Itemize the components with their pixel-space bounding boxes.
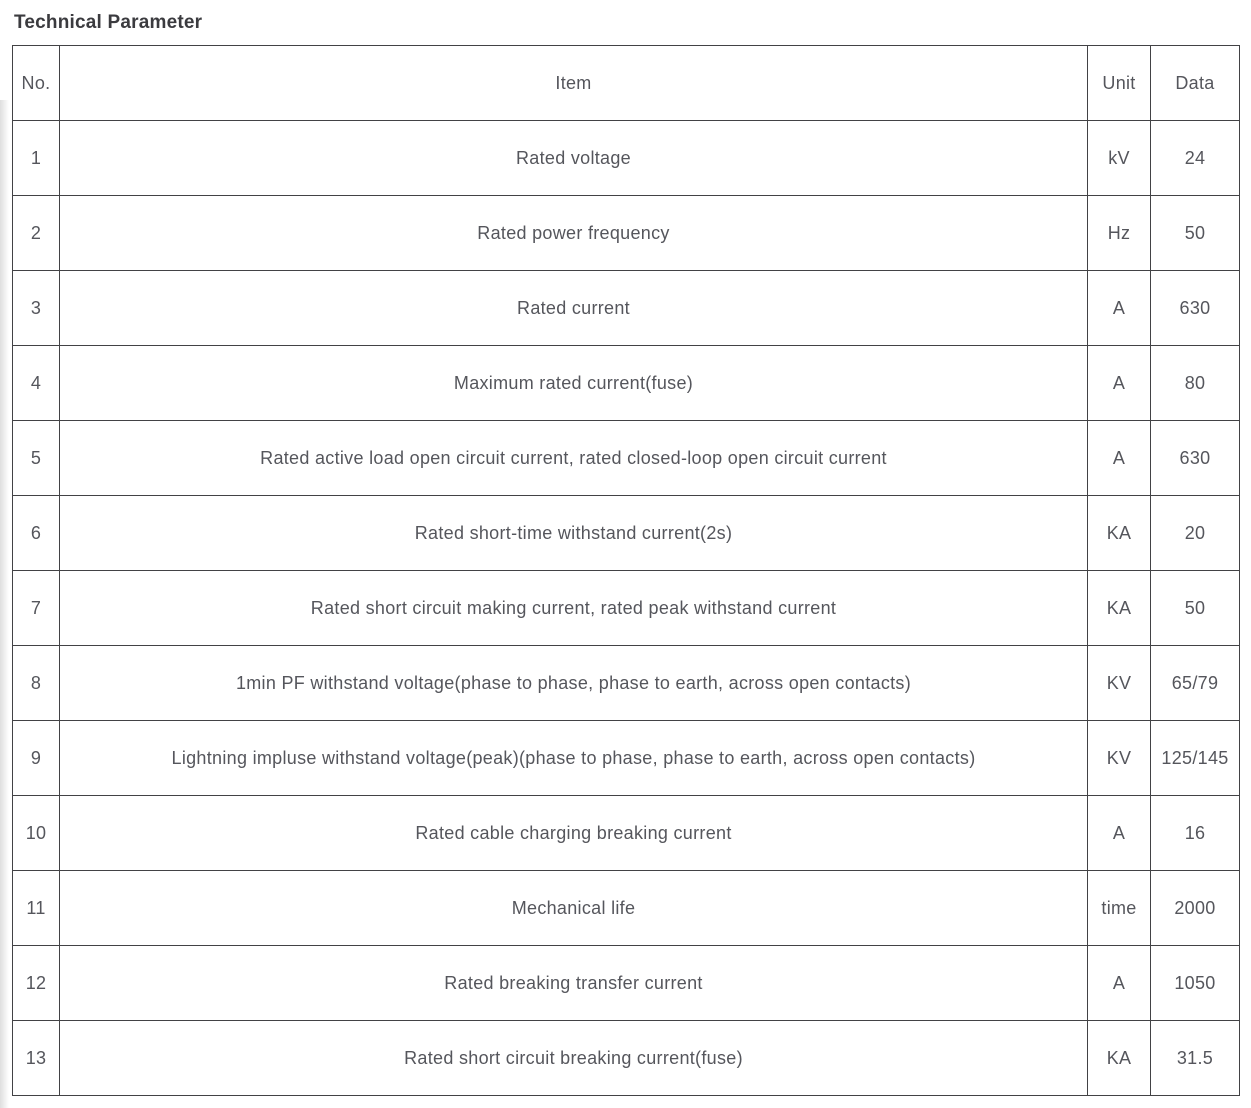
data-cell: 24: [1151, 121, 1240, 196]
data-cell: 50: [1151, 196, 1240, 271]
data-cell: 65/79: [1151, 646, 1240, 721]
table-row: [13, 121, 1240, 196]
unit-cell: A: [1088, 421, 1151, 496]
unit-cell: KA: [1088, 496, 1151, 571]
item-cell: 1min PF withstand voltage(phase to phase, phase to earth, across open contacts): [60, 646, 1088, 721]
header-data: Data: [1151, 46, 1240, 121]
page-title: Technical Parameter: [14, 12, 203, 33]
unit-cell: Hz: [1088, 196, 1151, 271]
item-cell: Rated breaking transfer current: [60, 946, 1088, 1021]
row-number-cell: 7: [13, 571, 60, 646]
header-item: Item: [60, 46, 1088, 121]
unit-cell: KA: [1088, 1021, 1151, 1096]
table-row: [13, 1021, 1240, 1096]
data-cell: 125/145: [1151, 721, 1240, 796]
table-row: [13, 496, 1240, 571]
data-cell: 80: [1151, 346, 1240, 421]
data-cell: 31.5: [1151, 1021, 1240, 1096]
unit-cell: KA: [1088, 571, 1151, 646]
data-cell: 50: [1151, 571, 1240, 646]
table-row: [13, 346, 1240, 421]
unit-cell: A: [1088, 946, 1151, 1021]
row-number-cell: 11: [13, 871, 60, 946]
table-row: [13, 871, 1240, 946]
row-number-cell: 12: [13, 946, 60, 1021]
row-number-cell: 8: [13, 646, 60, 721]
row-number-cell: 6: [13, 496, 60, 571]
row-number-cell: 9: [13, 721, 60, 796]
table-row: [13, 196, 1240, 271]
item-cell: Rated short circuit breaking current(fuse): [60, 1021, 1088, 1096]
table-row: [13, 796, 1240, 871]
table-row: [13, 646, 1240, 721]
item-cell: Rated voltage: [60, 121, 1088, 196]
header-no: No.: [13, 46, 60, 121]
row-number-cell: 13: [13, 1021, 60, 1096]
item-cell: Lightning impluse withstand voltage(peak)(phase to phase, phase to earth, across open contacts): [60, 721, 1088, 796]
item-cell: Maximum rated current(fuse): [60, 346, 1088, 421]
data-cell: 1050: [1151, 946, 1240, 1021]
row-number-cell: 3: [13, 271, 60, 346]
unit-cell: time: [1088, 871, 1151, 946]
item-cell: Rated current: [60, 271, 1088, 346]
item-cell: Rated active load open circuit current, rated closed-loop open circuit current: [60, 421, 1088, 496]
table-row: [13, 571, 1240, 646]
unit-cell: KV: [1088, 646, 1151, 721]
unit-cell: A: [1088, 346, 1151, 421]
data-cell: 630: [1151, 421, 1240, 496]
header-unit: Unit: [1088, 46, 1151, 121]
table-header-row: [13, 46, 1240, 121]
data-cell: 630: [1151, 271, 1240, 346]
unit-cell: KV: [1088, 721, 1151, 796]
item-cell: Rated short-time withstand current(2s): [60, 496, 1088, 571]
table-row: [13, 721, 1240, 796]
technical-parameter-table: [12, 45, 1240, 1096]
row-number-cell: 2: [13, 196, 60, 271]
unit-cell: kV: [1088, 121, 1151, 196]
item-cell: Rated short circuit making current, rated peak withstand current: [60, 571, 1088, 646]
row-number-cell: 1: [13, 121, 60, 196]
data-cell: 2000: [1151, 871, 1240, 946]
row-number-cell: 5: [13, 421, 60, 496]
data-cell: 16: [1151, 796, 1240, 871]
page-edge-shadow: [0, 100, 9, 1108]
unit-cell: A: [1088, 271, 1151, 346]
table-row: [13, 271, 1240, 346]
unit-cell: A: [1088, 796, 1151, 871]
row-number-cell: 10: [13, 796, 60, 871]
item-cell: Mechanical life: [60, 871, 1088, 946]
data-cell: 20: [1151, 496, 1240, 571]
table-row: [13, 946, 1240, 1021]
row-number-cell: 4: [13, 346, 60, 421]
table-row: [13, 421, 1240, 496]
item-cell: Rated power frequency: [60, 196, 1088, 271]
item-cell: Rated cable charging breaking current: [60, 796, 1088, 871]
